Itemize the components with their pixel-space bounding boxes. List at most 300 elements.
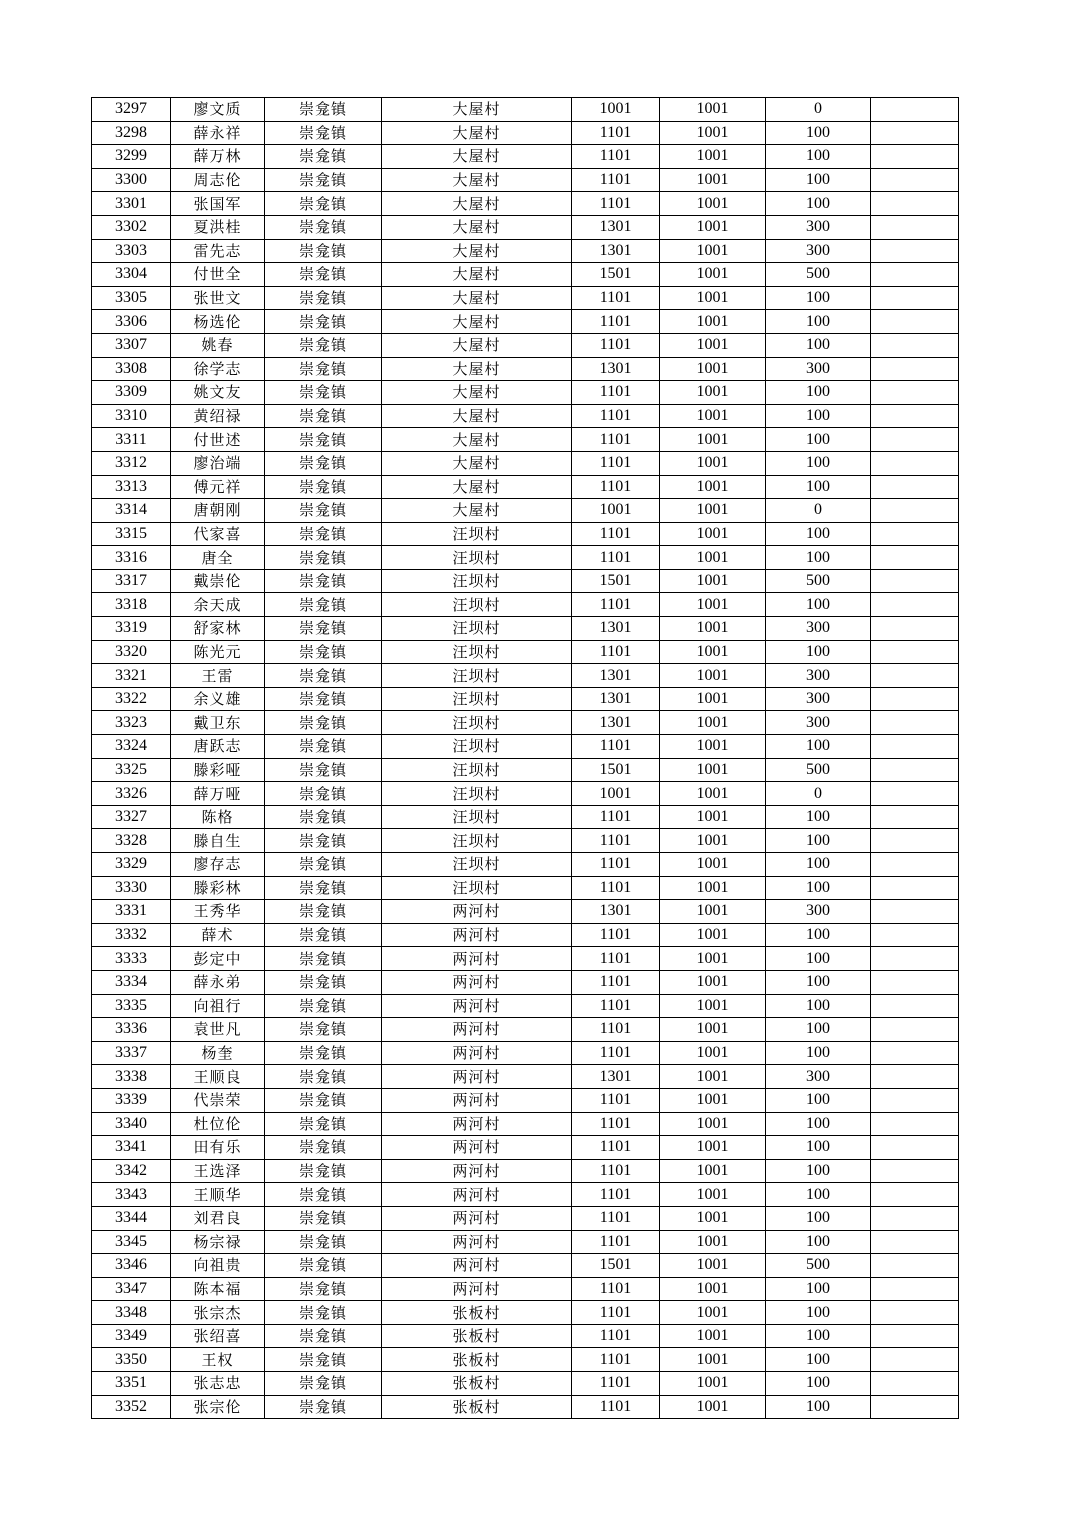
amount-cell: 100 — [766, 1324, 871, 1348]
record-number-cell: 3339 — [92, 1088, 171, 1112]
person-name-cell: 杜位伦 — [171, 1112, 265, 1136]
table-row — [92, 1395, 959, 1419]
village-name-cell: 汪坝村 — [382, 569, 572, 593]
remark-cell — [871, 546, 959, 570]
amount-cell: 300 — [766, 664, 871, 688]
village-name-cell: 张板村 — [382, 1395, 572, 1419]
remark-cell — [871, 239, 959, 263]
village-name-cell: 两河村 — [382, 1088, 572, 1112]
village-name-cell: 两河村 — [382, 1065, 572, 1089]
table-row — [92, 853, 959, 877]
value-a-cell: 1101 — [572, 805, 660, 829]
person-name-cell: 张宗杰 — [171, 1301, 265, 1325]
village-name-cell: 大屋村 — [382, 239, 572, 263]
value-a-cell: 1101 — [572, 1301, 660, 1325]
person-name-cell: 唐跃志 — [171, 735, 265, 759]
village-name-cell: 大屋村 — [382, 263, 572, 287]
amount-cell: 100 — [766, 1348, 871, 1372]
record-number-cell: 3327 — [92, 805, 171, 829]
person-name-cell: 彭定中 — [171, 947, 265, 971]
value-b-cell: 1001 — [660, 286, 766, 310]
amount-cell: 300 — [766, 239, 871, 263]
record-number-cell: 3325 — [92, 758, 171, 782]
village-name-cell: 汪坝村 — [382, 522, 572, 546]
village-name-cell: 大屋村 — [382, 215, 572, 239]
amount-cell: 100 — [766, 853, 871, 877]
remark-cell — [871, 381, 959, 405]
person-name-cell: 田有乐 — [171, 1136, 265, 1160]
town-name-cell: 崇龛镇 — [265, 593, 382, 617]
person-name-cell: 袁世凡 — [171, 1018, 265, 1042]
table-row — [92, 1348, 959, 1372]
amount-cell: 100 — [766, 923, 871, 947]
value-a-cell: 1101 — [572, 121, 660, 145]
record-number-cell: 3322 — [92, 687, 171, 711]
value-b-cell: 1001 — [660, 381, 766, 405]
value-b-cell: 1001 — [660, 970, 766, 994]
value-b-cell: 1001 — [660, 1206, 766, 1230]
village-name-cell: 汪坝村 — [382, 593, 572, 617]
table-row — [92, 333, 959, 357]
person-name-cell: 滕彩林 — [171, 876, 265, 900]
town-name-cell: 崇龛镇 — [265, 876, 382, 900]
person-name-cell: 薛永弟 — [171, 970, 265, 994]
town-name-cell: 崇龛镇 — [265, 900, 382, 924]
village-name-cell: 汪坝村 — [382, 782, 572, 806]
person-name-cell: 向祖贵 — [171, 1254, 265, 1278]
record-number-cell: 3298 — [92, 121, 171, 145]
table-row — [92, 829, 959, 853]
person-name-cell: 向祖行 — [171, 994, 265, 1018]
value-a-cell: 1301 — [572, 687, 660, 711]
town-name-cell: 崇龛镇 — [265, 310, 382, 334]
town-name-cell: 崇龛镇 — [265, 475, 382, 499]
person-name-cell: 薛万哑 — [171, 782, 265, 806]
town-name-cell: 崇龛镇 — [265, 499, 382, 523]
town-name-cell: 崇龛镇 — [265, 1372, 382, 1396]
village-name-cell: 两河村 — [382, 1041, 572, 1065]
remark-cell — [871, 569, 959, 593]
person-name-cell: 余义雄 — [171, 687, 265, 711]
person-name-cell: 陈本福 — [171, 1277, 265, 1301]
amount-cell: 100 — [766, 546, 871, 570]
record-number-cell: 3307 — [92, 333, 171, 357]
town-name-cell: 崇龛镇 — [265, 664, 382, 688]
village-name-cell: 两河村 — [382, 1136, 572, 1160]
village-name-cell: 大屋村 — [382, 145, 572, 169]
town-name-cell: 崇龛镇 — [265, 1065, 382, 1089]
remark-cell — [871, 1018, 959, 1042]
amount-cell: 300 — [766, 617, 871, 641]
table-body — [92, 98, 959, 1419]
amount-cell: 100 — [766, 805, 871, 829]
person-name-cell: 薛万林 — [171, 145, 265, 169]
town-name-cell: 崇龛镇 — [265, 1206, 382, 1230]
amount-cell: 100 — [766, 947, 871, 971]
town-name-cell: 崇龛镇 — [265, 286, 382, 310]
town-name-cell: 崇龛镇 — [265, 687, 382, 711]
value-b-cell: 1001 — [660, 687, 766, 711]
record-number-cell: 3311 — [92, 428, 171, 452]
table-row — [92, 1277, 959, 1301]
value-a-cell: 1101 — [572, 404, 660, 428]
record-number-cell: 3321 — [92, 664, 171, 688]
village-name-cell: 张板村 — [382, 1348, 572, 1372]
value-a-cell: 1101 — [572, 1372, 660, 1396]
value-b-cell: 1001 — [660, 428, 766, 452]
record-number-cell: 3332 — [92, 923, 171, 947]
village-name-cell: 大屋村 — [382, 404, 572, 428]
table-row — [92, 1136, 959, 1160]
person-name-cell: 杨选伦 — [171, 310, 265, 334]
value-a-cell: 1501 — [572, 263, 660, 287]
remark-cell — [871, 923, 959, 947]
amount-cell: 300 — [766, 711, 871, 735]
village-name-cell: 大屋村 — [382, 98, 572, 122]
record-number-cell: 3304 — [92, 263, 171, 287]
town-name-cell: 崇龛镇 — [265, 1254, 382, 1278]
town-name-cell: 崇龛镇 — [265, 145, 382, 169]
record-number-cell: 3348 — [92, 1301, 171, 1325]
amount-cell: 100 — [766, 1018, 871, 1042]
record-number-cell: 3303 — [92, 239, 171, 263]
value-b-cell: 1001 — [660, 876, 766, 900]
value-a-cell: 1101 — [572, 1088, 660, 1112]
table-row — [92, 664, 959, 688]
value-a-cell: 1101 — [572, 168, 660, 192]
town-name-cell: 崇龛镇 — [265, 1395, 382, 1419]
town-name-cell: 崇龛镇 — [265, 522, 382, 546]
table-row — [92, 782, 959, 806]
value-b-cell: 1001 — [660, 1159, 766, 1183]
town-name-cell: 崇龛镇 — [265, 192, 382, 216]
village-name-cell: 大屋村 — [382, 428, 572, 452]
person-name-cell: 舒家林 — [171, 617, 265, 641]
value-b-cell: 1001 — [660, 1041, 766, 1065]
person-name-cell: 唐全 — [171, 546, 265, 570]
value-b-cell: 1001 — [660, 853, 766, 877]
town-name-cell: 崇龛镇 — [265, 758, 382, 782]
value-b-cell: 1001 — [660, 829, 766, 853]
record-number-cell: 3315 — [92, 522, 171, 546]
remark-cell — [871, 121, 959, 145]
table-row — [92, 522, 959, 546]
amount-cell: 100 — [766, 145, 871, 169]
value-a-cell: 1101 — [572, 1018, 660, 1042]
value-a-cell: 1101 — [572, 1112, 660, 1136]
value-b-cell: 1001 — [660, 593, 766, 617]
town-name-cell: 崇龛镇 — [265, 829, 382, 853]
record-number-cell: 3333 — [92, 947, 171, 971]
remark-cell — [871, 970, 959, 994]
village-name-cell: 汪坝村 — [382, 735, 572, 759]
amount-cell: 100 — [766, 994, 871, 1018]
value-a-cell: 1101 — [572, 1348, 660, 1372]
amount-cell: 100 — [766, 1088, 871, 1112]
person-name-cell: 滕自生 — [171, 829, 265, 853]
value-a-cell: 1101 — [572, 593, 660, 617]
remark-cell — [871, 1159, 959, 1183]
table-row — [92, 1183, 959, 1207]
person-name-cell: 雷先志 — [171, 239, 265, 263]
person-name-cell: 姚春 — [171, 333, 265, 357]
amount-cell: 100 — [766, 1112, 871, 1136]
table-row — [92, 687, 959, 711]
value-a-cell: 1101 — [572, 428, 660, 452]
amount-cell: 100 — [766, 829, 871, 853]
value-a-cell: 1301 — [572, 215, 660, 239]
amount-cell: 100 — [766, 1395, 871, 1419]
record-number-cell: 3345 — [92, 1230, 171, 1254]
record-number-cell: 3299 — [92, 145, 171, 169]
record-number-cell: 3330 — [92, 876, 171, 900]
table-row — [92, 711, 959, 735]
person-name-cell: 王顺华 — [171, 1183, 265, 1207]
record-number-cell: 3334 — [92, 970, 171, 994]
amount-cell: 0 — [766, 782, 871, 806]
town-name-cell: 崇龛镇 — [265, 98, 382, 122]
value-b-cell: 1001 — [660, 145, 766, 169]
town-name-cell: 崇龛镇 — [265, 1112, 382, 1136]
village-name-cell: 大屋村 — [382, 121, 572, 145]
record-number-cell: 3342 — [92, 1159, 171, 1183]
remark-cell — [871, 333, 959, 357]
value-a-cell: 1101 — [572, 1183, 660, 1207]
table-row — [92, 876, 959, 900]
record-number-cell: 3310 — [92, 404, 171, 428]
value-b-cell: 1001 — [660, 1112, 766, 1136]
village-name-cell: 汪坝村 — [382, 664, 572, 688]
person-name-cell: 杨宗禄 — [171, 1230, 265, 1254]
value-b-cell: 1001 — [660, 310, 766, 334]
town-name-cell: 崇龛镇 — [265, 1159, 382, 1183]
person-name-cell: 陈光元 — [171, 640, 265, 664]
remark-cell — [871, 640, 959, 664]
table-row — [92, 1041, 959, 1065]
person-name-cell: 薛术 — [171, 923, 265, 947]
remark-cell — [871, 829, 959, 853]
table-row — [92, 1018, 959, 1042]
table-row — [92, 546, 959, 570]
value-a-cell: 1101 — [572, 994, 660, 1018]
remark-cell — [871, 1206, 959, 1230]
amount-cell: 100 — [766, 1372, 871, 1396]
value-b-cell: 1001 — [660, 1395, 766, 1419]
amount-cell: 100 — [766, 593, 871, 617]
person-name-cell: 廖存志 — [171, 853, 265, 877]
remark-cell — [871, 1372, 959, 1396]
village-name-cell: 两河村 — [382, 1112, 572, 1136]
record-number-cell: 3344 — [92, 1206, 171, 1230]
record-number-cell: 3300 — [92, 168, 171, 192]
record-number-cell: 3336 — [92, 1018, 171, 1042]
village-name-cell: 大屋村 — [382, 310, 572, 334]
remark-cell — [871, 1277, 959, 1301]
record-number-cell: 3305 — [92, 286, 171, 310]
value-b-cell: 1001 — [660, 522, 766, 546]
record-number-cell: 3341 — [92, 1136, 171, 1160]
amount-cell: 100 — [766, 121, 871, 145]
table-row — [92, 168, 959, 192]
remark-cell — [871, 735, 959, 759]
amount-cell: 100 — [766, 428, 871, 452]
remark-cell — [871, 1395, 959, 1419]
value-a-cell: 1101 — [572, 923, 660, 947]
value-a-cell: 1101 — [572, 970, 660, 994]
person-name-cell: 张国军 — [171, 192, 265, 216]
town-name-cell: 崇龛镇 — [265, 404, 382, 428]
person-name-cell: 滕彩哑 — [171, 758, 265, 782]
amount-cell: 500 — [766, 1254, 871, 1278]
value-b-cell: 1001 — [660, 923, 766, 947]
amount-cell: 100 — [766, 735, 871, 759]
remark-cell — [871, 168, 959, 192]
value-a-cell: 1101 — [572, 947, 660, 971]
person-name-cell: 王权 — [171, 1348, 265, 1372]
amount-cell: 0 — [766, 98, 871, 122]
village-name-cell: 两河村 — [382, 970, 572, 994]
village-name-cell: 汪坝村 — [382, 617, 572, 641]
value-a-cell: 1101 — [572, 451, 660, 475]
value-b-cell: 1001 — [660, 900, 766, 924]
value-a-cell: 1101 — [572, 1136, 660, 1160]
table-row — [92, 1254, 959, 1278]
value-a-cell: 1101 — [572, 145, 660, 169]
value-a-cell: 1301 — [572, 711, 660, 735]
value-a-cell: 1301 — [572, 357, 660, 381]
village-name-cell: 大屋村 — [382, 499, 572, 523]
record-number-cell: 3351 — [92, 1372, 171, 1396]
table-row — [92, 1230, 959, 1254]
value-b-cell: 1001 — [660, 192, 766, 216]
amount-cell: 100 — [766, 1183, 871, 1207]
value-b-cell: 1001 — [660, 805, 766, 829]
remark-cell — [871, 1065, 959, 1089]
value-b-cell: 1001 — [660, 1018, 766, 1042]
value-a-cell: 1101 — [572, 735, 660, 759]
remark-cell — [871, 947, 959, 971]
town-name-cell: 崇龛镇 — [265, 617, 382, 641]
village-name-cell: 汪坝村 — [382, 876, 572, 900]
remark-cell — [871, 310, 959, 334]
village-name-cell: 两河村 — [382, 1206, 572, 1230]
value-b-cell: 1001 — [660, 475, 766, 499]
value-b-cell: 1001 — [660, 121, 766, 145]
amount-cell: 300 — [766, 215, 871, 239]
value-b-cell: 1001 — [660, 735, 766, 759]
remark-cell — [871, 404, 959, 428]
record-number-cell: 3352 — [92, 1395, 171, 1419]
remark-cell — [871, 522, 959, 546]
village-name-cell: 张板村 — [382, 1301, 572, 1325]
data-table — [91, 97, 959, 1419]
table-row — [92, 451, 959, 475]
remark-cell — [871, 1348, 959, 1372]
value-b-cell: 1001 — [660, 1277, 766, 1301]
value-b-cell: 1001 — [660, 1324, 766, 1348]
person-name-cell: 王顺良 — [171, 1065, 265, 1089]
value-a-cell: 1001 — [572, 782, 660, 806]
town-name-cell: 崇龛镇 — [265, 1041, 382, 1065]
person-name-cell: 代家喜 — [171, 522, 265, 546]
village-name-cell: 张板村 — [382, 1324, 572, 1348]
person-name-cell: 夏洪桂 — [171, 215, 265, 239]
village-name-cell: 两河村 — [382, 947, 572, 971]
person-name-cell: 张志忠 — [171, 1372, 265, 1396]
value-b-cell: 1001 — [660, 263, 766, 287]
amount-cell: 0 — [766, 499, 871, 523]
amount-cell: 100 — [766, 522, 871, 546]
person-name-cell: 徐学志 — [171, 357, 265, 381]
village-name-cell: 两河村 — [382, 1230, 572, 1254]
record-number-cell: 3349 — [92, 1324, 171, 1348]
person-name-cell: 刘君良 — [171, 1206, 265, 1230]
village-name-cell: 大屋村 — [382, 357, 572, 381]
person-name-cell: 戴崇伦 — [171, 569, 265, 593]
value-b-cell: 1001 — [660, 758, 766, 782]
remark-cell — [871, 617, 959, 641]
table-row — [92, 310, 959, 334]
value-b-cell: 1001 — [660, 239, 766, 263]
remark-cell — [871, 215, 959, 239]
town-name-cell: 崇龛镇 — [265, 428, 382, 452]
remark-cell — [871, 192, 959, 216]
remark-cell — [871, 853, 959, 877]
remark-cell — [871, 1088, 959, 1112]
town-name-cell: 崇龛镇 — [265, 357, 382, 381]
value-a-cell: 1501 — [572, 1254, 660, 1278]
record-number-cell: 3312 — [92, 451, 171, 475]
person-name-cell: 付世全 — [171, 263, 265, 287]
table-row — [92, 947, 959, 971]
person-name-cell: 王选泽 — [171, 1159, 265, 1183]
table-row — [92, 593, 959, 617]
town-name-cell: 崇龛镇 — [265, 263, 382, 287]
record-number-cell: 3343 — [92, 1183, 171, 1207]
table-row — [92, 263, 959, 287]
value-b-cell: 1001 — [660, 994, 766, 1018]
remark-cell — [871, 994, 959, 1018]
remark-cell — [871, 758, 959, 782]
amount-cell: 300 — [766, 357, 871, 381]
record-number-cell: 3314 — [92, 499, 171, 523]
table-row — [92, 1372, 959, 1396]
village-name-cell: 汪坝村 — [382, 711, 572, 735]
village-name-cell: 汪坝村 — [382, 853, 572, 877]
table-row — [92, 805, 959, 829]
record-number-cell: 3316 — [92, 546, 171, 570]
amount-cell: 100 — [766, 640, 871, 664]
remark-cell — [871, 1230, 959, 1254]
record-number-cell: 3323 — [92, 711, 171, 735]
remark-cell — [871, 428, 959, 452]
person-name-cell: 张绍喜 — [171, 1324, 265, 1348]
town-name-cell: 崇龛镇 — [265, 853, 382, 877]
town-name-cell: 崇龛镇 — [265, 970, 382, 994]
remark-cell — [871, 664, 959, 688]
remark-cell — [871, 499, 959, 523]
value-a-cell: 1101 — [572, 310, 660, 334]
person-name-cell: 戴卫东 — [171, 711, 265, 735]
record-number-cell: 3319 — [92, 617, 171, 641]
village-name-cell: 大屋村 — [382, 286, 572, 310]
village-name-cell: 汪坝村 — [382, 805, 572, 829]
person-name-cell: 陈格 — [171, 805, 265, 829]
table-row — [92, 735, 959, 759]
amount-cell: 100 — [766, 1230, 871, 1254]
town-name-cell: 崇龛镇 — [265, 381, 382, 405]
table-row — [92, 381, 959, 405]
